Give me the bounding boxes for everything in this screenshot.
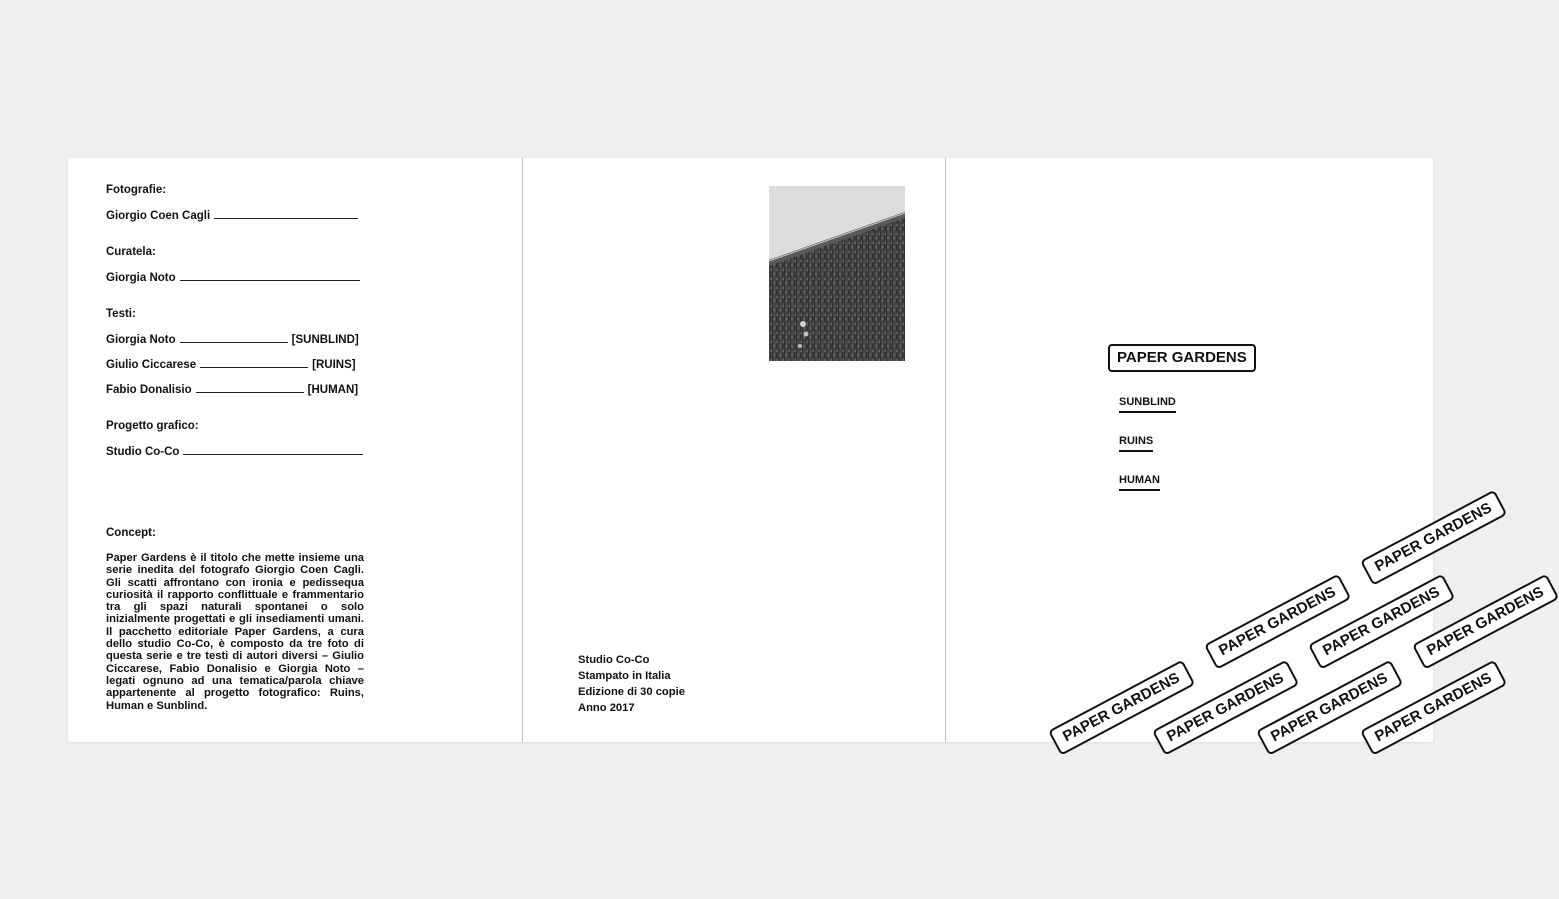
pattern-stamp: PAPER GARDENS [1048,660,1195,756]
text-credit-line [106,332,359,347]
pattern-stamp: PAPER GARDENS [1360,490,1507,586]
photos-name: Giorgio Coen Cagli [106,210,211,222]
pattern-stamp: PAPER GARDENS [1412,574,1559,670]
toc-item-human: HUMAN [1119,474,1160,491]
text-credit-line [106,357,356,372]
colophon-panel [522,158,946,742]
pattern-stamp: PAPER GARDENS [1152,660,1299,756]
fill-rule [200,357,308,368]
texts-heading: Testi: [106,308,136,320]
author-tag: [SUNBLIND] [291,334,359,346]
toc-item-sunblind: SUNBLIND [1119,396,1176,413]
toc-item-ruins: RUINS [1119,435,1153,452]
author-name: Giorgia Noto [106,334,176,346]
photos-credit-line [106,208,362,223]
paper-gardens-logo: PAPER GARDENS [1108,344,1256,372]
colophon [578,652,685,716]
curation-name: Giorgia Noto [106,272,176,284]
author-name: Giulio Ciccarese [106,359,197,371]
pattern-stamp: PAPER GARDENS [1256,660,1403,756]
pattern-stamp: PAPER GARDENS [1360,660,1507,756]
pattern-stamp: PAPER GARDENS [1204,574,1351,670]
fill-rule [196,382,304,393]
fill-rule [183,444,363,455]
cover-panel [945,158,1547,746]
author-name: Fabio Donalisio [106,384,192,396]
fill-rule [180,332,288,343]
credits-panel [68,158,522,742]
design-heading: Progetto grafico: [106,420,199,432]
colophon-line: Edizione di 30 copie [578,686,685,698]
colophon-line: Anno 2017 [578,702,635,714]
photos-heading: Fotografie: [106,184,167,196]
fill-rule [180,270,360,281]
colophon-line: Stampato in Italia [578,670,671,682]
wall-photo [769,186,905,361]
curation-credit-line [106,270,364,285]
author-tag: [HUMAN] [307,384,359,396]
concept-heading: Concept: [106,527,156,539]
text-credit-line [106,382,358,397]
curation-heading: Curatela: [106,246,156,258]
fill-rule [214,208,358,219]
colophon-line: Studio Co-Co [578,654,650,666]
concept-body: Paper Gardens è il titolo che mette insieme una serie inedita del fotografo Giorgio Coen Cagli. Gli scatti affrontano con ironia e pedissequa curiosità il rapporto conflittuale e frammentario tra gli spazi naturali spontanei o solo inizialmente progettati e gli insediamenti umani. Il pacchetto editoriale Paper Gardens, a cura dello studio Co-Co, è composto da tre foto di questa serie e tre testi di autori diversi – Giulio Ciccarese, Fabio Donalisio e Giorgia Noto – legati ognuno ad una tematica/parola chiave appartenente al progetto fotografico: Ruins, Human e Sunblind. [106,552,364,712]
brochure-spread [68,158,1547,746]
design-credit-line [106,444,367,459]
pattern-stamp: PAPER GARDENS [1308,574,1455,670]
author-tag: [RUINS] [312,359,356,371]
wall-photo-image [769,186,905,361]
design-name: Studio Co-Co [106,446,180,458]
